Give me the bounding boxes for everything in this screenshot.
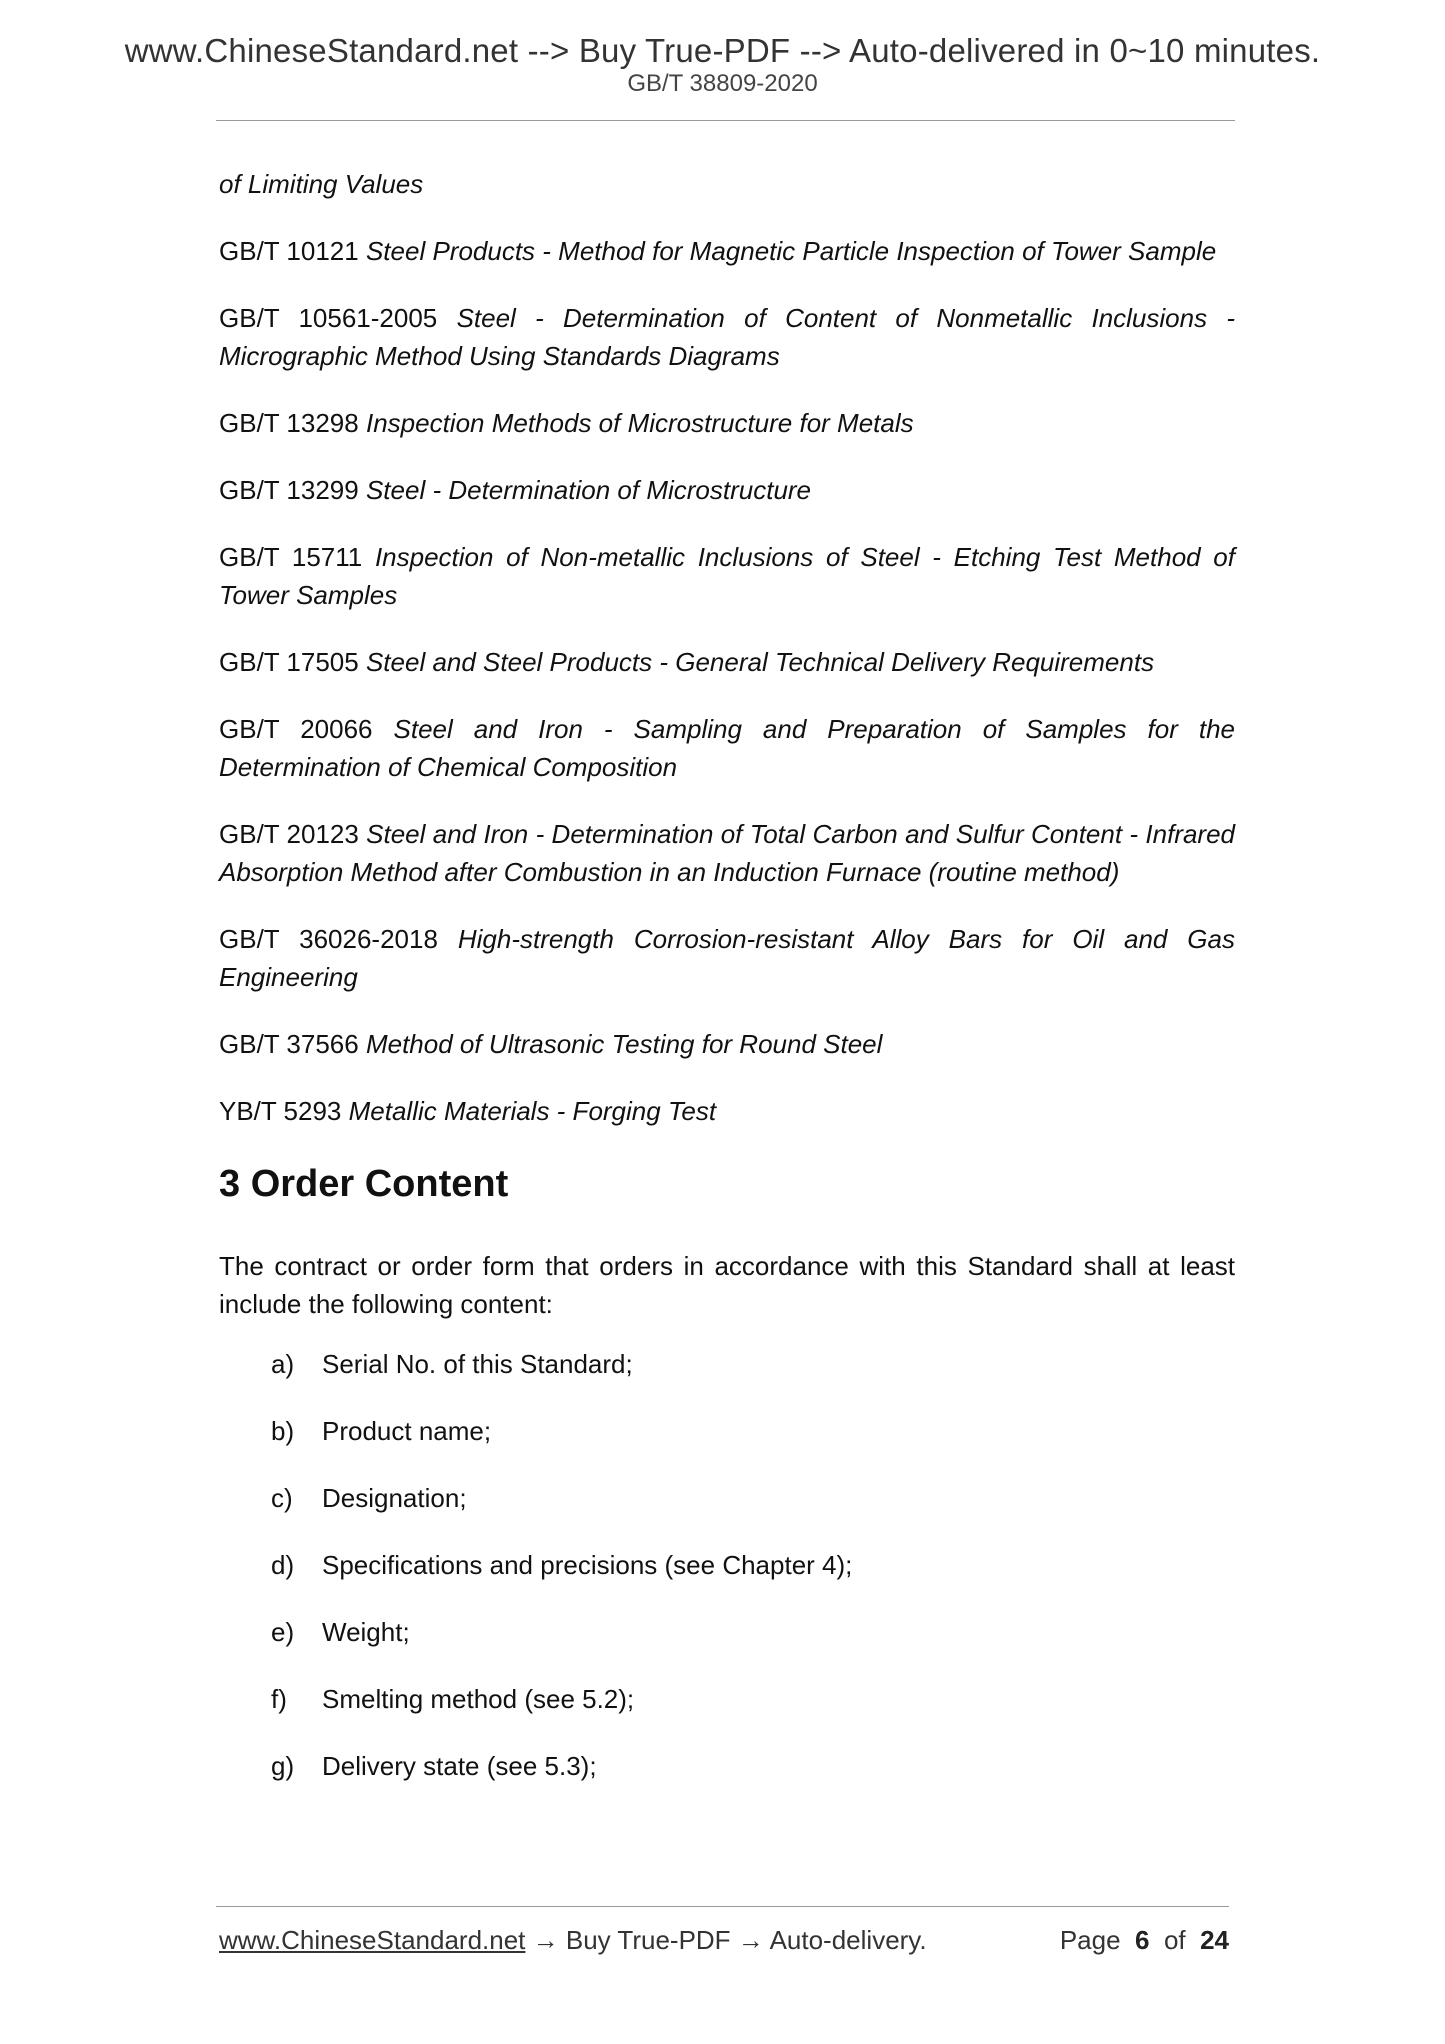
list-item-label: a) (271, 1349, 295, 1379)
reference-item (219, 299, 1235, 375)
reference-title: Steel - Determination of Content of Nonmetallic Inclusions - Micrographic Method Using Standards Diagrams (219, 303, 1236, 371)
list-item (219, 1747, 1235, 1785)
section-heading: 3 Order Content (219, 1163, 509, 1205)
reference-code: GB/T 20123 (219, 819, 359, 849)
reference-item (219, 710, 1235, 786)
list-item (219, 1345, 1235, 1383)
page-content (219, 165, 1235, 1814)
list-item-text: Specifications and precisions (see Chapter 4); (322, 1550, 853, 1580)
reference-code: GB/T 20066 (219, 714, 373, 744)
footer-link[interactable]: www.ChineseStandard.net (219, 1925, 526, 1955)
list-item-label: d) (271, 1550, 295, 1580)
reference-item (219, 1092, 1235, 1130)
of-word: of (1163, 1925, 1186, 1955)
reference-item (219, 920, 1235, 996)
reference-title: Steel and Iron - Determination of Total Carbon and Sulfur Content - Infrared Absorption Method after Combustion in an Induction Furnace (routine method) (219, 819, 1235, 887)
page-footer (219, 1925, 1229, 1956)
reference-code: GB/T 13299 (219, 475, 359, 505)
page-current: 6 (1135, 1925, 1150, 1955)
reference-item (219, 232, 1235, 270)
reference-title: Steel and Steel Products - General Technical Delivery Requirements (365, 647, 1155, 677)
list-item (219, 1412, 1235, 1450)
reference-code: YB/T 5293 (219, 1096, 342, 1126)
reference-code: GB/T 36026-2018 (219, 924, 438, 954)
reference-item (219, 404, 1235, 442)
reference-item (219, 1025, 1235, 1063)
reference-title: Steel - Determination of Microstructure (365, 475, 812, 505)
footer-tagline: → Buy True-PDF → Auto-delivery. (525, 1925, 927, 1955)
list-item (219, 1613, 1235, 1651)
normative-references (219, 165, 1235, 1130)
reference-item (219, 643, 1235, 681)
list-item-text: Product name; (322, 1416, 492, 1446)
section-intro: The contract or order form that orders in accordance with this Standard shall at least include the following content: (219, 1251, 1235, 1319)
reference-title: Method of Ultrasonic Testing for Round Steel (365, 1029, 883, 1059)
footer-divider (216, 1906, 1229, 1907)
reference-title: Metallic Materials - Forging Test (348, 1096, 717, 1126)
reference-title: of Limiting Values (219, 169, 424, 199)
list-item-label: f) (271, 1684, 287, 1714)
list-item-label: e) (271, 1617, 295, 1647)
list-item-label: g) (271, 1751, 295, 1781)
reference-code: GB/T 10561-2005 (219, 303, 438, 333)
header-divider (216, 120, 1235, 121)
reference-item (219, 165, 1235, 203)
list-item (219, 1680, 1235, 1718)
reference-code: GB/T 17505 (219, 647, 359, 677)
page-word: Page (1059, 1925, 1121, 1955)
reference-title: Inspection Methods of Microstructure for Metals (365, 408, 914, 438)
reference-item (219, 815, 1235, 891)
list-item-text: Weight; (322, 1617, 410, 1647)
reference-title: Inspection of Non-metallic Inclusions of Steel - Etching Test Method of Tower Samples (219, 542, 1235, 610)
reference-title: High-strength Corrosion-resistant Alloy Bars for Oil and Gas Engineering (219, 924, 1235, 992)
reference-title: Steel Products - Method for Magnetic Particle Inspection of Tower Sample (365, 236, 1217, 266)
reference-item (219, 538, 1235, 614)
document-id: GB/T 38809-2020 (627, 70, 818, 97)
reference-code: GB/T 10121 (219, 236, 359, 266)
list-item-label: b) (271, 1416, 295, 1446)
page-number (1060, 1925, 1229, 1956)
reference-title: Steel and Iron - Sampling and Preparation of Samples for the Determination of Chemical Composition (219, 714, 1235, 782)
order-content-list (219, 1345, 1235, 1785)
list-item-label: c) (271, 1483, 293, 1513)
list-item-text: Smelting method (see 5.2); (322, 1684, 635, 1714)
reference-code: GB/T 13298 (219, 408, 359, 438)
reference-code: GB/T 37566 (219, 1029, 359, 1059)
list-item (219, 1546, 1235, 1584)
list-item-text: Delivery state (see 5.3); (322, 1751, 597, 1781)
list-item (219, 1479, 1235, 1517)
reference-item (219, 471, 1235, 509)
reference-code: GB/T 15711 (219, 542, 363, 572)
list-item-text: Designation; (322, 1483, 467, 1513)
header-banner: www.ChineseStandard.net --> Buy True-PDF --> Auto-delivered in 0~10 minutes. (124, 32, 1321, 69)
list-item-text: Serial No. of this Standard; (322, 1349, 633, 1379)
page-total: 24 (1200, 1925, 1229, 1955)
